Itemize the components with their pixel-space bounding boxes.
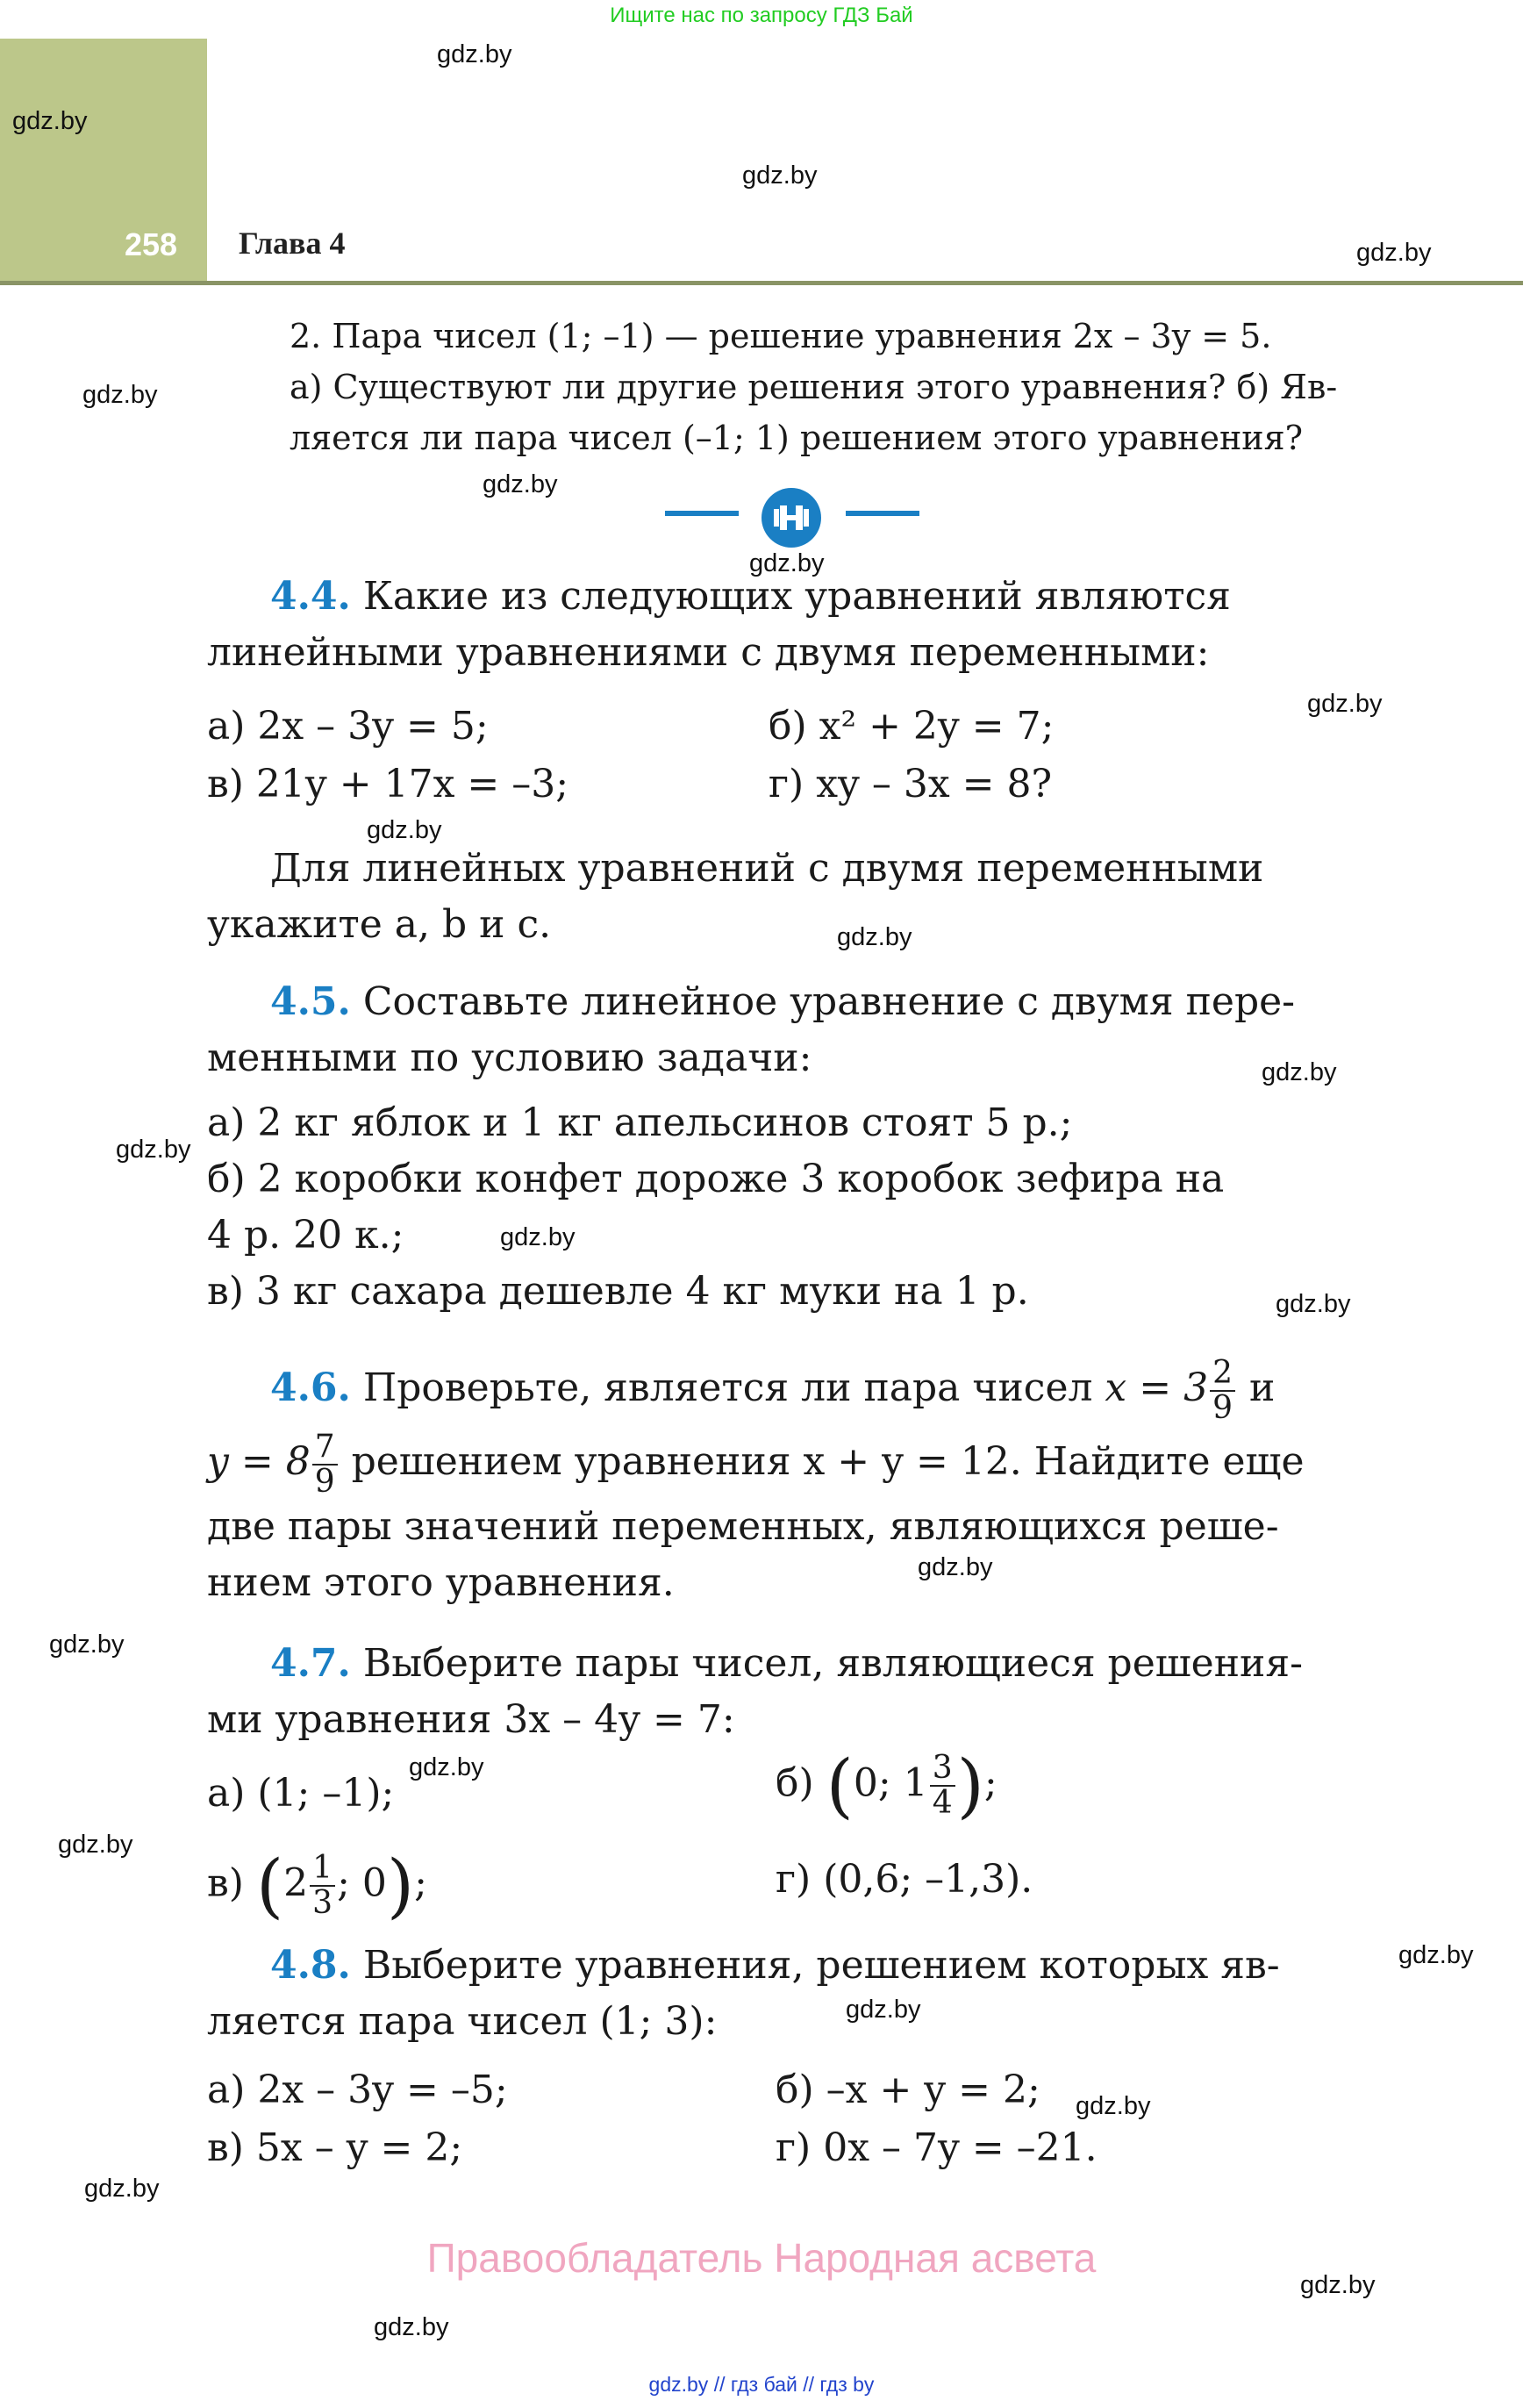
divider-line-left	[665, 511, 739, 516]
copyright-notice: Правообладатель Народная асвета	[426, 2235, 1097, 2281]
watermark: gdz.by	[437, 40, 512, 68]
watermark: gdz.by	[82, 381, 158, 409]
exercise-text: две пары значений переменных, являющихся реше-	[207, 1504, 1279, 1549]
watermark: gdz.by	[1398, 1941, 1474, 1969]
question-2-line1: 2. Пара чисел (1; –1) — решение уравнения 2x – 3y = 5.	[290, 317, 1272, 355]
watermark: gdz.by	[1300, 2271, 1376, 2299]
exercise-text: Выберите пары чисел, являющиеся решения-	[350, 1641, 1303, 1686]
option-a: а) 2x – 3y = 5;	[207, 704, 489, 749]
exercise-number: 4.4.	[270, 574, 351, 619]
option-a: а) 2 кг яблок и 1 кг апельсинов стоят 5 р.;	[207, 1100, 1073, 1145]
option-b: б) x² + 2y = 7;	[769, 704, 1055, 749]
option-v: в) 21y + 17x = –3;	[207, 762, 569, 806]
divider-line-right	[846, 511, 919, 516]
exercise-4-6: 4.6. Проверьте, является ли пара чисел x = 3 $\frac{2}{9}$ и y = 8 $\frac{7}{9}$ решением уравнения x + y = 12. Найдите еще две пары значений переменных, являющихся реше- нием этого уравнения.	[207, 1351, 1377, 1611]
fraction: $\frac{2}{9}$	[1210, 1357, 1235, 1425]
header-rule	[0, 281, 1523, 285]
exercise-number: 4.6.	[270, 1365, 351, 1410]
question-2	[290, 311, 1377, 463]
exercise-number: 4.8.	[270, 1943, 351, 1988]
exercise-4-8	[207, 1938, 1377, 2050]
exercise-text: линейными уравнениями с двумя переменными:	[207, 630, 1210, 675]
exercise-text: Составьте линейное уравнение с двумя пере-	[350, 979, 1296, 1024]
fraction: $\frac{7}{9}$	[312, 1430, 338, 1499]
question-2-line2: а) Существуют ли другие решения этого уравнения? б) Яв-	[290, 368, 1338, 406]
option-a: а) (1; –1);	[207, 1771, 395, 1816]
option-a: а) 2x – 3y = –5;	[207, 2068, 508, 2112]
exercise-number: 4.5.	[270, 979, 351, 1024]
note-line: Для линейных уравнений с двумя переменными	[270, 846, 1264, 891]
watermark: gdz.by	[84, 2175, 160, 2203]
watermark: gdz.by	[367, 816, 442, 844]
exercise-text: ми уравнения 3x – 4y = 7:	[207, 1697, 735, 1742]
exercise-text: Выберите уравнения, решением которых яв-	[350, 1943, 1280, 1988]
exercise-text: Какие из следующих уравнений являются	[350, 574, 1231, 619]
watermark: gdz.by	[1307, 690, 1383, 718]
watermark: gdz.by	[49, 1630, 125, 1659]
watermark: gdz.by	[918, 1553, 993, 1581]
chapter-title: Глава 4	[239, 226, 346, 261]
exercise-4-7	[207, 1636, 1377, 1748]
exercise-4-5	[207, 974, 1377, 1320]
option-g: г) 0x – 7y = –21.	[776, 2125, 1098, 2170]
exercise-4-4-note	[207, 841, 1377, 953]
watermark: gdz.by	[1276, 1290, 1351, 1318]
exercise-number: 4.7.	[270, 1641, 351, 1686]
option-b: б) –x + y = 2;	[776, 2068, 1040, 2112]
option-g: г) xy – 3x = 8?	[769, 762, 1053, 806]
watermark: gdz.by	[116, 1136, 191, 1164]
watermark: gdz.by	[846, 1996, 921, 2024]
option-g: г) (0,6; –1,3).	[776, 1857, 1033, 1902]
footer-links[interactable]: gdz.by // гдз бай // гдз by	[648, 2373, 875, 2396]
page-number: 258	[125, 226, 178, 262]
exercise-text: менными по условию задачи:	[207, 1036, 812, 1080]
note-line: укажите a, b и c.	[207, 902, 552, 947]
watermark: gdz.by	[58, 1831, 133, 1859]
watermark: gdz.by	[1076, 2092, 1151, 2120]
math-y: y = 8	[207, 1439, 311, 1484]
exercise-text: ляется пара чисел (1; 3):	[207, 1999, 718, 2044]
watermark: gdz.by	[409, 1753, 484, 1781]
watermark: gdz.by	[12, 107, 88, 135]
watermark: gdz.by	[483, 470, 558, 498]
dumbbell-icon	[762, 488, 821, 548]
exercise-text: нием этого уравнения.	[207, 1560, 675, 1605]
option-v: в) 5x – y = 2;	[207, 2125, 463, 2170]
option-v: в) 3 кг сахара дешевле 4 кг муки на 1 р.	[207, 1269, 1029, 1314]
option-b-cont: 4 р. 20 к.;	[207, 1213, 404, 1258]
watermark: gdz.by	[374, 2313, 449, 2341]
top-banner: Ищите нас по запросу ГДЗ Бай	[610, 4, 913, 27]
watermark: gdz.by	[749, 549, 825, 577]
watermark: gdz.by	[742, 161, 818, 190]
math-x: x = 3	[1105, 1365, 1209, 1410]
exercise-4-4	[207, 569, 1377, 681]
option-b: б) (0; 1 $\frac{3}{4}$ );	[776, 1745, 997, 1826]
watermark: gdz.by	[1262, 1058, 1337, 1086]
question-2-line3: ляется ли пара чисел (–1; 1) решением этого уравнения?	[290, 419, 1303, 457]
exercise-text: Проверьте, является ли пара чисел	[350, 1365, 1105, 1410]
watermark: gdz.by	[837, 923, 912, 951]
watermark: gdz.by	[1356, 239, 1432, 267]
option-b: б) 2 коробки конфет дороже 3 коробок зефира на	[207, 1157, 1225, 1201]
option-v: в) (2 $\frac{1}{3}$ ; 0);	[207, 1845, 427, 1926]
exercises-divider	[665, 488, 919, 549]
watermark: gdz.by	[500, 1223, 576, 1251]
exercise-text: решением уравнения x + y = 12. Найдите еще	[339, 1439, 1305, 1484]
